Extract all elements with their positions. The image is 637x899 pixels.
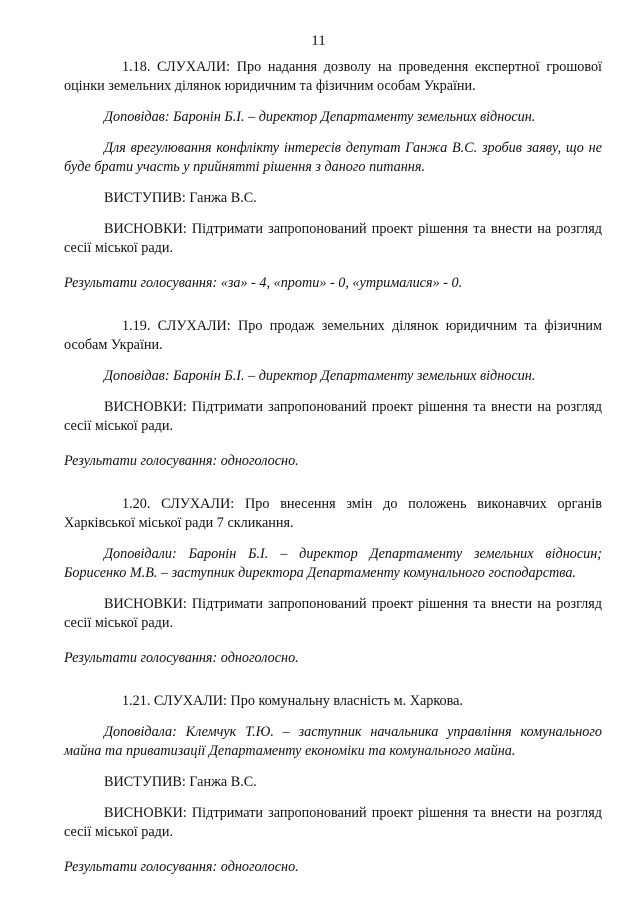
item-note: Для врегулювання конфлікту інтересів депутат Ганжа В.С. зробив заяву, що не буде брати участь у прийнятті рішення з даного питання.	[64, 140, 602, 175]
item-vote: Результати голосування: «за» - 4, «проти» - 0, «утрималися» - 0.	[64, 275, 463, 291]
item-conclusions: ВИСНОВКИ: Підтримати запропонований проект рішення та внести на розгляд сесії міської ради.	[64, 399, 602, 434]
item-reporter: Доповідав: Баронін Б.І. – директор Департаменту земельних відносин.	[104, 368, 536, 384]
item-conclusions: ВИСНОВКИ: Підтримати запропонований проект рішення та внести на розгляд сесії міської ради.	[64, 221, 602, 256]
item-heading: 1.20. СЛУХАЛИ: Про внесення змін до положень виконавчих органів Харківської міської ради 7 скликання.	[64, 496, 602, 531]
item-vote: Результати голосування: одноголосно.	[64, 859, 299, 875]
item-vote: Результати голосування: одноголосно.	[64, 650, 299, 666]
item-vote: Результати голосування: одноголосно.	[64, 453, 299, 469]
item-heading: 1.18. СЛУХАЛИ: Про надання дозволу на проведення експертної грошової оцінки земельних ділянок юридичним та фізичним особам України.	[64, 59, 602, 94]
item-reporter: Доповідав: Баронін Б.І. – директор Департаменту земельних відносин.	[104, 109, 536, 125]
item-speakers: ВИСТУПИВ: Ганжа В.С.	[104, 190, 257, 206]
item-reporter: Доповідали: Баронін Б.І. – директор Департаменту земельних відносин; Борисенко М.В. – заступник директора Департаменту комунального господарства.	[64, 546, 602, 581]
item-conclusions: ВИСНОВКИ: Підтримати запропонований проект рішення та внести на розгляд сесії міської ради.	[64, 805, 602, 840]
page-content	[64, 58, 602, 877]
item-heading: 1.19. СЛУХАЛИ: Про продаж земельних ділянок юридичним та фізичним особам України.	[64, 318, 602, 353]
item-conclusions: ВИСНОВКИ: Підтримати запропонований проект рішення та внести на розгляд сесії міської ради.	[64, 596, 602, 631]
item-speakers: ВИСТУПИВ: Ганжа В.С.	[104, 774, 257, 790]
item-heading: 1.21. СЛУХАЛИ: Про комунальну власність м. Харкова.	[122, 693, 463, 709]
item-reporter: Доповідала: Клемчук Т.Ю. – заступник начальника управління комунального майна та приватизації Департаменту економіки та комунального майна.	[64, 724, 602, 759]
page-number: 11	[311, 33, 326, 49]
